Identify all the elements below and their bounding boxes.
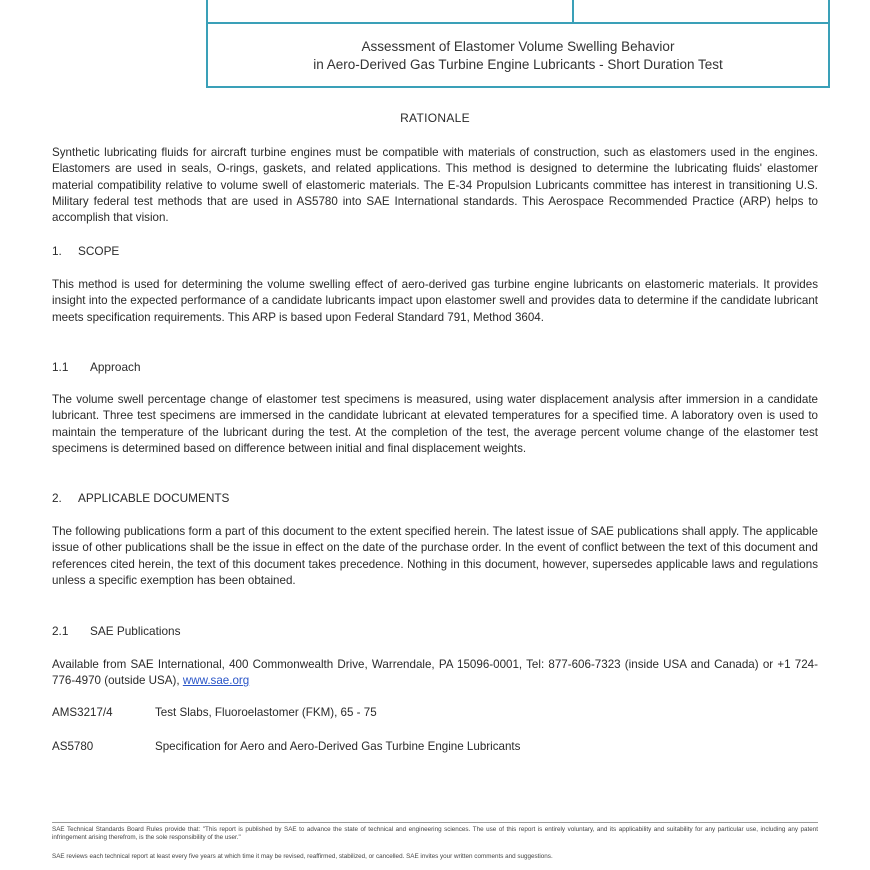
- title-line-2: in Aero-Derived Gas Turbine Engine Lubricants - Short Duration Test: [313, 57, 723, 72]
- reference-title: Specification for Aero and Aero-Derived Gas Turbine Engine Lubricants: [155, 740, 521, 753]
- section-1-heading: [52, 244, 119, 258]
- footer-disclaimer-2: SAE reviews each technical report at least every five years at which time it may be revised, reaffirmed, stabilized, or cancelled. SAE invites your written comments and suggestions.: [52, 853, 553, 860]
- section-2-title: APPLICABLE DOCUMENTS: [78, 491, 230, 505]
- sae-publications-text: [52, 657, 818, 690]
- document-title-box: [206, 0, 830, 88]
- section-1-1-title: Approach: [90, 360, 141, 374]
- rationale-text: Synthetic lubricating fluids for aircraft turbine engines must be compatible with materials of construction, such as elastomers used in the engines. Elastomers are used in seals, O-rings, gaskets, and related applications. This method is designed to determine the lubricating fluids' elastomer material compatibility relative to volume swell of elastomeric materials. The E-34 Propulsion Lubricants committee has interest in transitioning U.S. Military federal test methods that are used in AS5780 into SAE International standards. This Aerospace Recommended Practice (ARP) helps to accomplish that vision.: [52, 146, 818, 225]
- sae-website-link[interactable]: www.sae.org: [182, 674, 250, 688]
- rationale-heading: RATIONALE: [400, 111, 470, 125]
- footer-divider: [52, 822, 818, 823]
- scope-text: This method is used for determining the volume swelling effect of aero-derived gas turbine engine lubricants on elastomeric materials. It provides insight into the expected performance of a candidate lubricants impact upon elastomer swell and provides data to determine if the candidate lubricant meets specification requirements. This ARP is based upon Federal Standard 791, Method 3604.: [52, 278, 818, 324]
- section-1-number: 1.: [52, 244, 62, 258]
- section-1-title: SCOPE: [78, 244, 120, 258]
- reference-row: [52, 706, 377, 719]
- reference-code: AS5780: [52, 740, 94, 753]
- section-2-1-number: 2.1: [52, 624, 69, 638]
- section-1-1-heading: [52, 360, 141, 374]
- section-1-1-number: 1.1: [52, 360, 69, 374]
- title-box-top-row: [208, 0, 828, 24]
- approach-text: The volume swell percentage change of elastomer test specimens is measured, using water displacement analysis after immersion in a candidate lubricant. Three test specimens are immersed in the candidate lubricant at elevated temperatures for a specified time. A laboratory oven is used to maintain the temperature of the lubricant during the test. At the completion of the test, the average percent volume change of the elastomer test specimens is determined based on difference between initial and final displacement weights.: [52, 393, 818, 455]
- section-2-number: 2.: [52, 491, 62, 505]
- reference-code: AMS3217/4: [52, 706, 113, 719]
- reference-row: [52, 740, 520, 753]
- document-title: [208, 38, 828, 74]
- reference-title: Test Slabs, Fluoroelastomer (FKM), 65 - 75: [155, 706, 377, 719]
- title-box-divider: [572, 0, 574, 24]
- title-line-1: Assessment of Elastomer Volume Swelling Behavior: [361, 39, 675, 54]
- section-2-heading: [52, 491, 229, 505]
- applicable-documents-text: The following publications form a part of this document to the extent specified herein. The latest issue of SAE publications shall apply. The applicable issue of other publications shall be the issue in effect on the date of the purchase order. In the event of conflict between the text of this document and references cited herein, the text of this document takes precedence. Nothing in this document, however, supersedes applicable laws and regulations unless a specific exemption has been obtained.: [52, 525, 818, 587]
- section-2-1-title: SAE Publications: [90, 624, 181, 638]
- footer-disclaimer-1: SAE Technical Standards Board Rules provide that: "This report is published by SAE to advance the state of technical and engineering sciences. The use of this report is entirely voluntary, and its applicability and suitability for any particular use, including any patent infringement arising therefrom, is the sole responsibility of the user.": [52, 826, 818, 842]
- sae-availability-text: Available from SAE International, 400 Commonwealth Drive, Warrendale, PA 15096-0001, Tel: 877-606-7323 (inside USA and Canada) or +1 724-776-4970 (outside USA),: [52, 658, 818, 688]
- section-2-1-heading: [52, 624, 181, 638]
